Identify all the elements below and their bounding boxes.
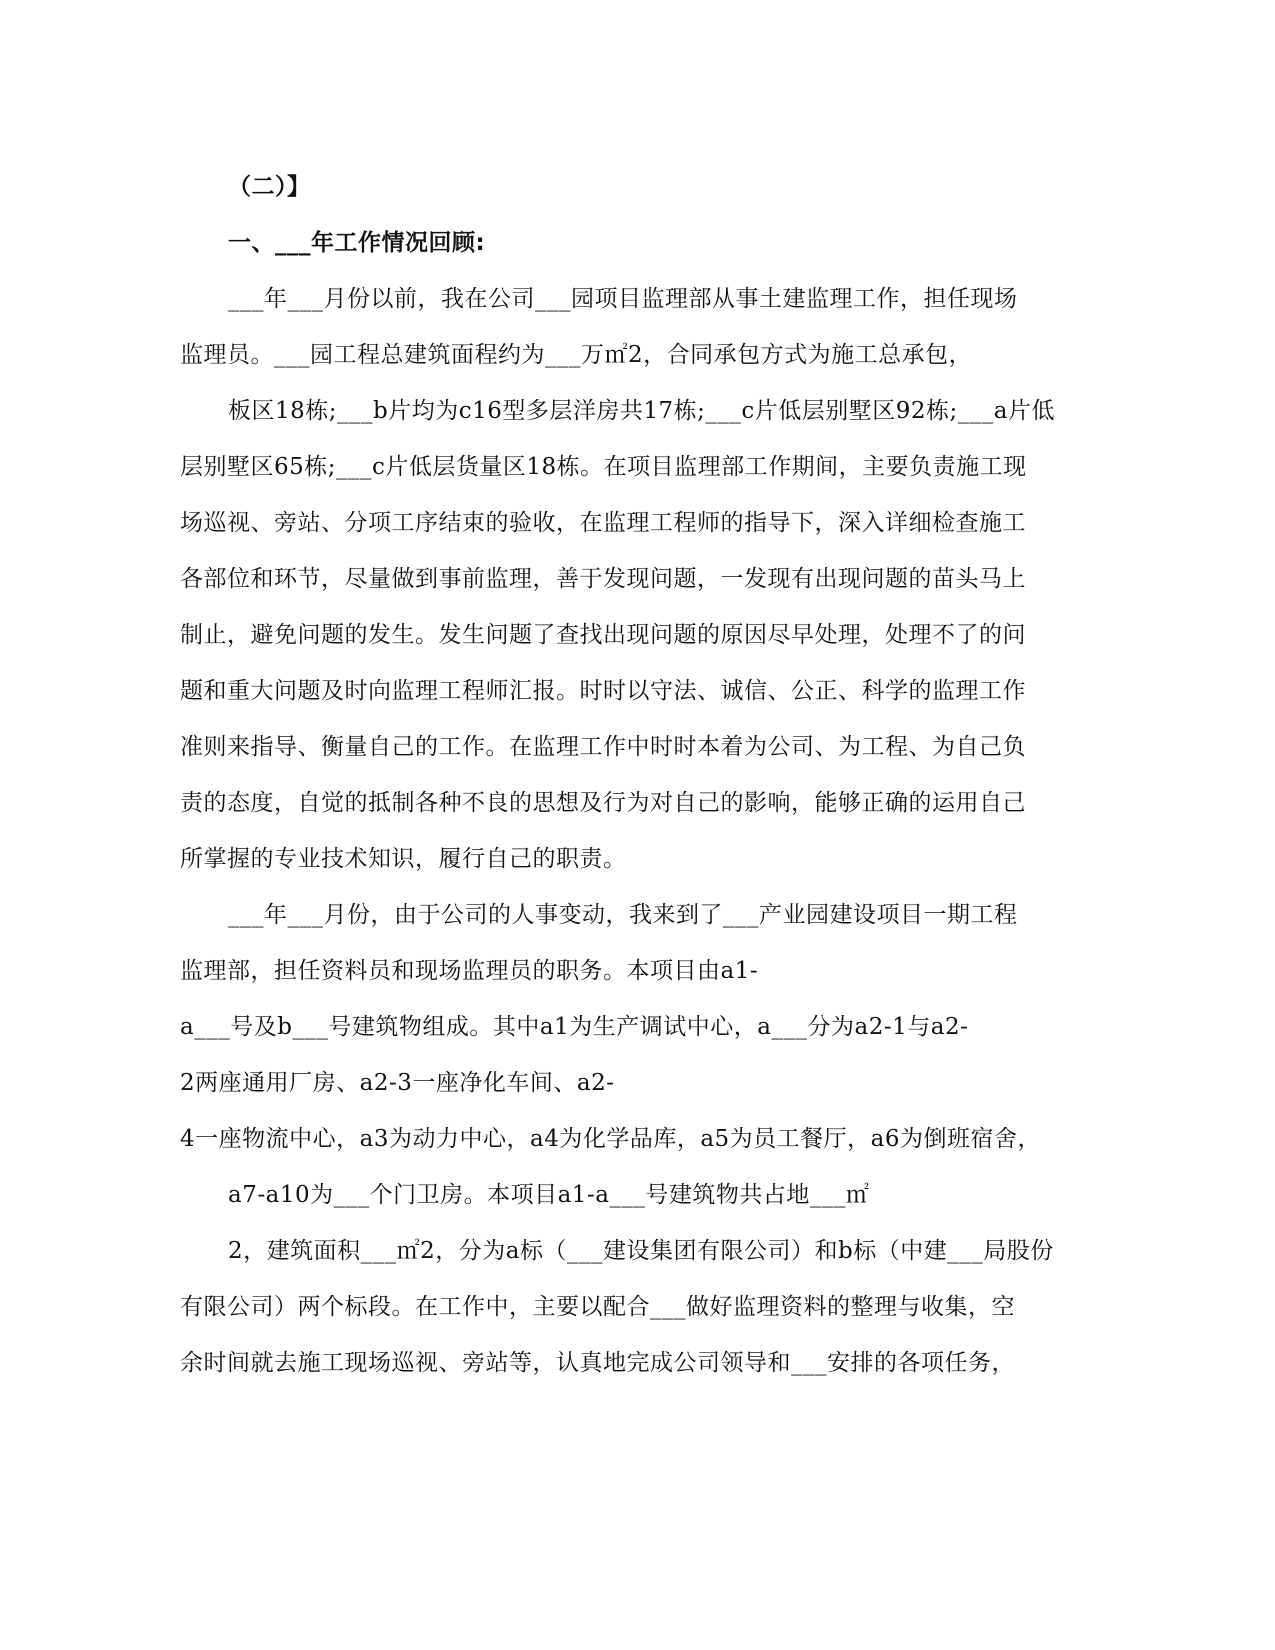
paragraph-line: 各部位和环节，尽量做到事前监理，善于发现问题，一发现有出现问题的苗头马上 (180, 566, 1026, 592)
paragraph-line: 制止，避免问题的发生。发生问题了查找出现问题的原因尽早处理，处理不了的问 (180, 622, 1026, 648)
paragraph-line: 题和重大问题及时向监理工程师汇报。时时以守法、诚信、公正、科学的监理工作 (180, 678, 1026, 704)
paragraph-line: 2两座通用厂房、a2-3一座净化车间、a2- (180, 1070, 615, 1096)
paragraph-line: ___年___月份以前，我在公司___园项目监理部从事土建监理工作，担任现场 (228, 286, 1018, 312)
paragraph-line: 层别墅区65栋;___c片低层货量区18栋。在项目监理部工作期间，主要负责施工现 (180, 454, 1027, 480)
paragraph-line: 场巡视、旁站、分项工序结束的验收，在监理工程师的指导下，深入详细检查施工 (180, 510, 1026, 536)
paragraph-line: 板区18栋;___b片均为c16型多层洋房共17栋;___c片低层别墅区92栋;___a片低 (228, 398, 1056, 424)
paragraph-line: 所掌握的专业技术知识，履行自己的职责。 (180, 846, 627, 872)
paragraph-line: 4一座物流中心，a3为动力中心，a4为化学品库，a5为员工餐厅，a6为倒班宿舍， (180, 1126, 1042, 1152)
section-marker: （二）】 (228, 174, 311, 200)
paragraph-line: ___年___月份，由于公司的人事变动，我来到了___产业园建设项目一期工程 (228, 902, 1018, 928)
paragraph-line: 监理员。___园工程总建筑面程约为___万㎡2，合同承包方式为施工总承包， (180, 342, 973, 368)
paragraph-line: 2，建筑面积___㎡2，分为a标（___建设集团有限公司）和b标（中建___局股份 (228, 1238, 1054, 1264)
paragraph-line: 有限公司）两个标段。在工作中，主要以配合___做好监理资料的整理与收集，空 (180, 1294, 1015, 1320)
paragraph-line: 余时间就去施工现场巡视、旁站等，认真地完成公司领导和___安排的各项任务， (180, 1350, 1015, 1376)
paragraph-line: 监理部，担任资料员和现场监理员的职务。本项目由a1- (180, 958, 759, 984)
section-heading: 一、___年工作情况回顾: (228, 230, 486, 256)
paragraph-line: 责的态度，自觉的抵制各种不良的思想及行为对自己的影响，能够正确的运用自己 (180, 790, 1026, 816)
paragraph-line: a___号及b___号建筑物组成。其中a1为生产调试中心，a___分为a2-1与a2- (180, 1014, 969, 1040)
paragraph-line: 准则来指导、衡量自己的工作。在监理工作中时时本着为公司、为工程、为自己负 (180, 734, 1026, 760)
paragraph-line: a7-a10为___个门卫房。本项目a1-a___号建筑物共占地___㎡ (228, 1182, 870, 1208)
